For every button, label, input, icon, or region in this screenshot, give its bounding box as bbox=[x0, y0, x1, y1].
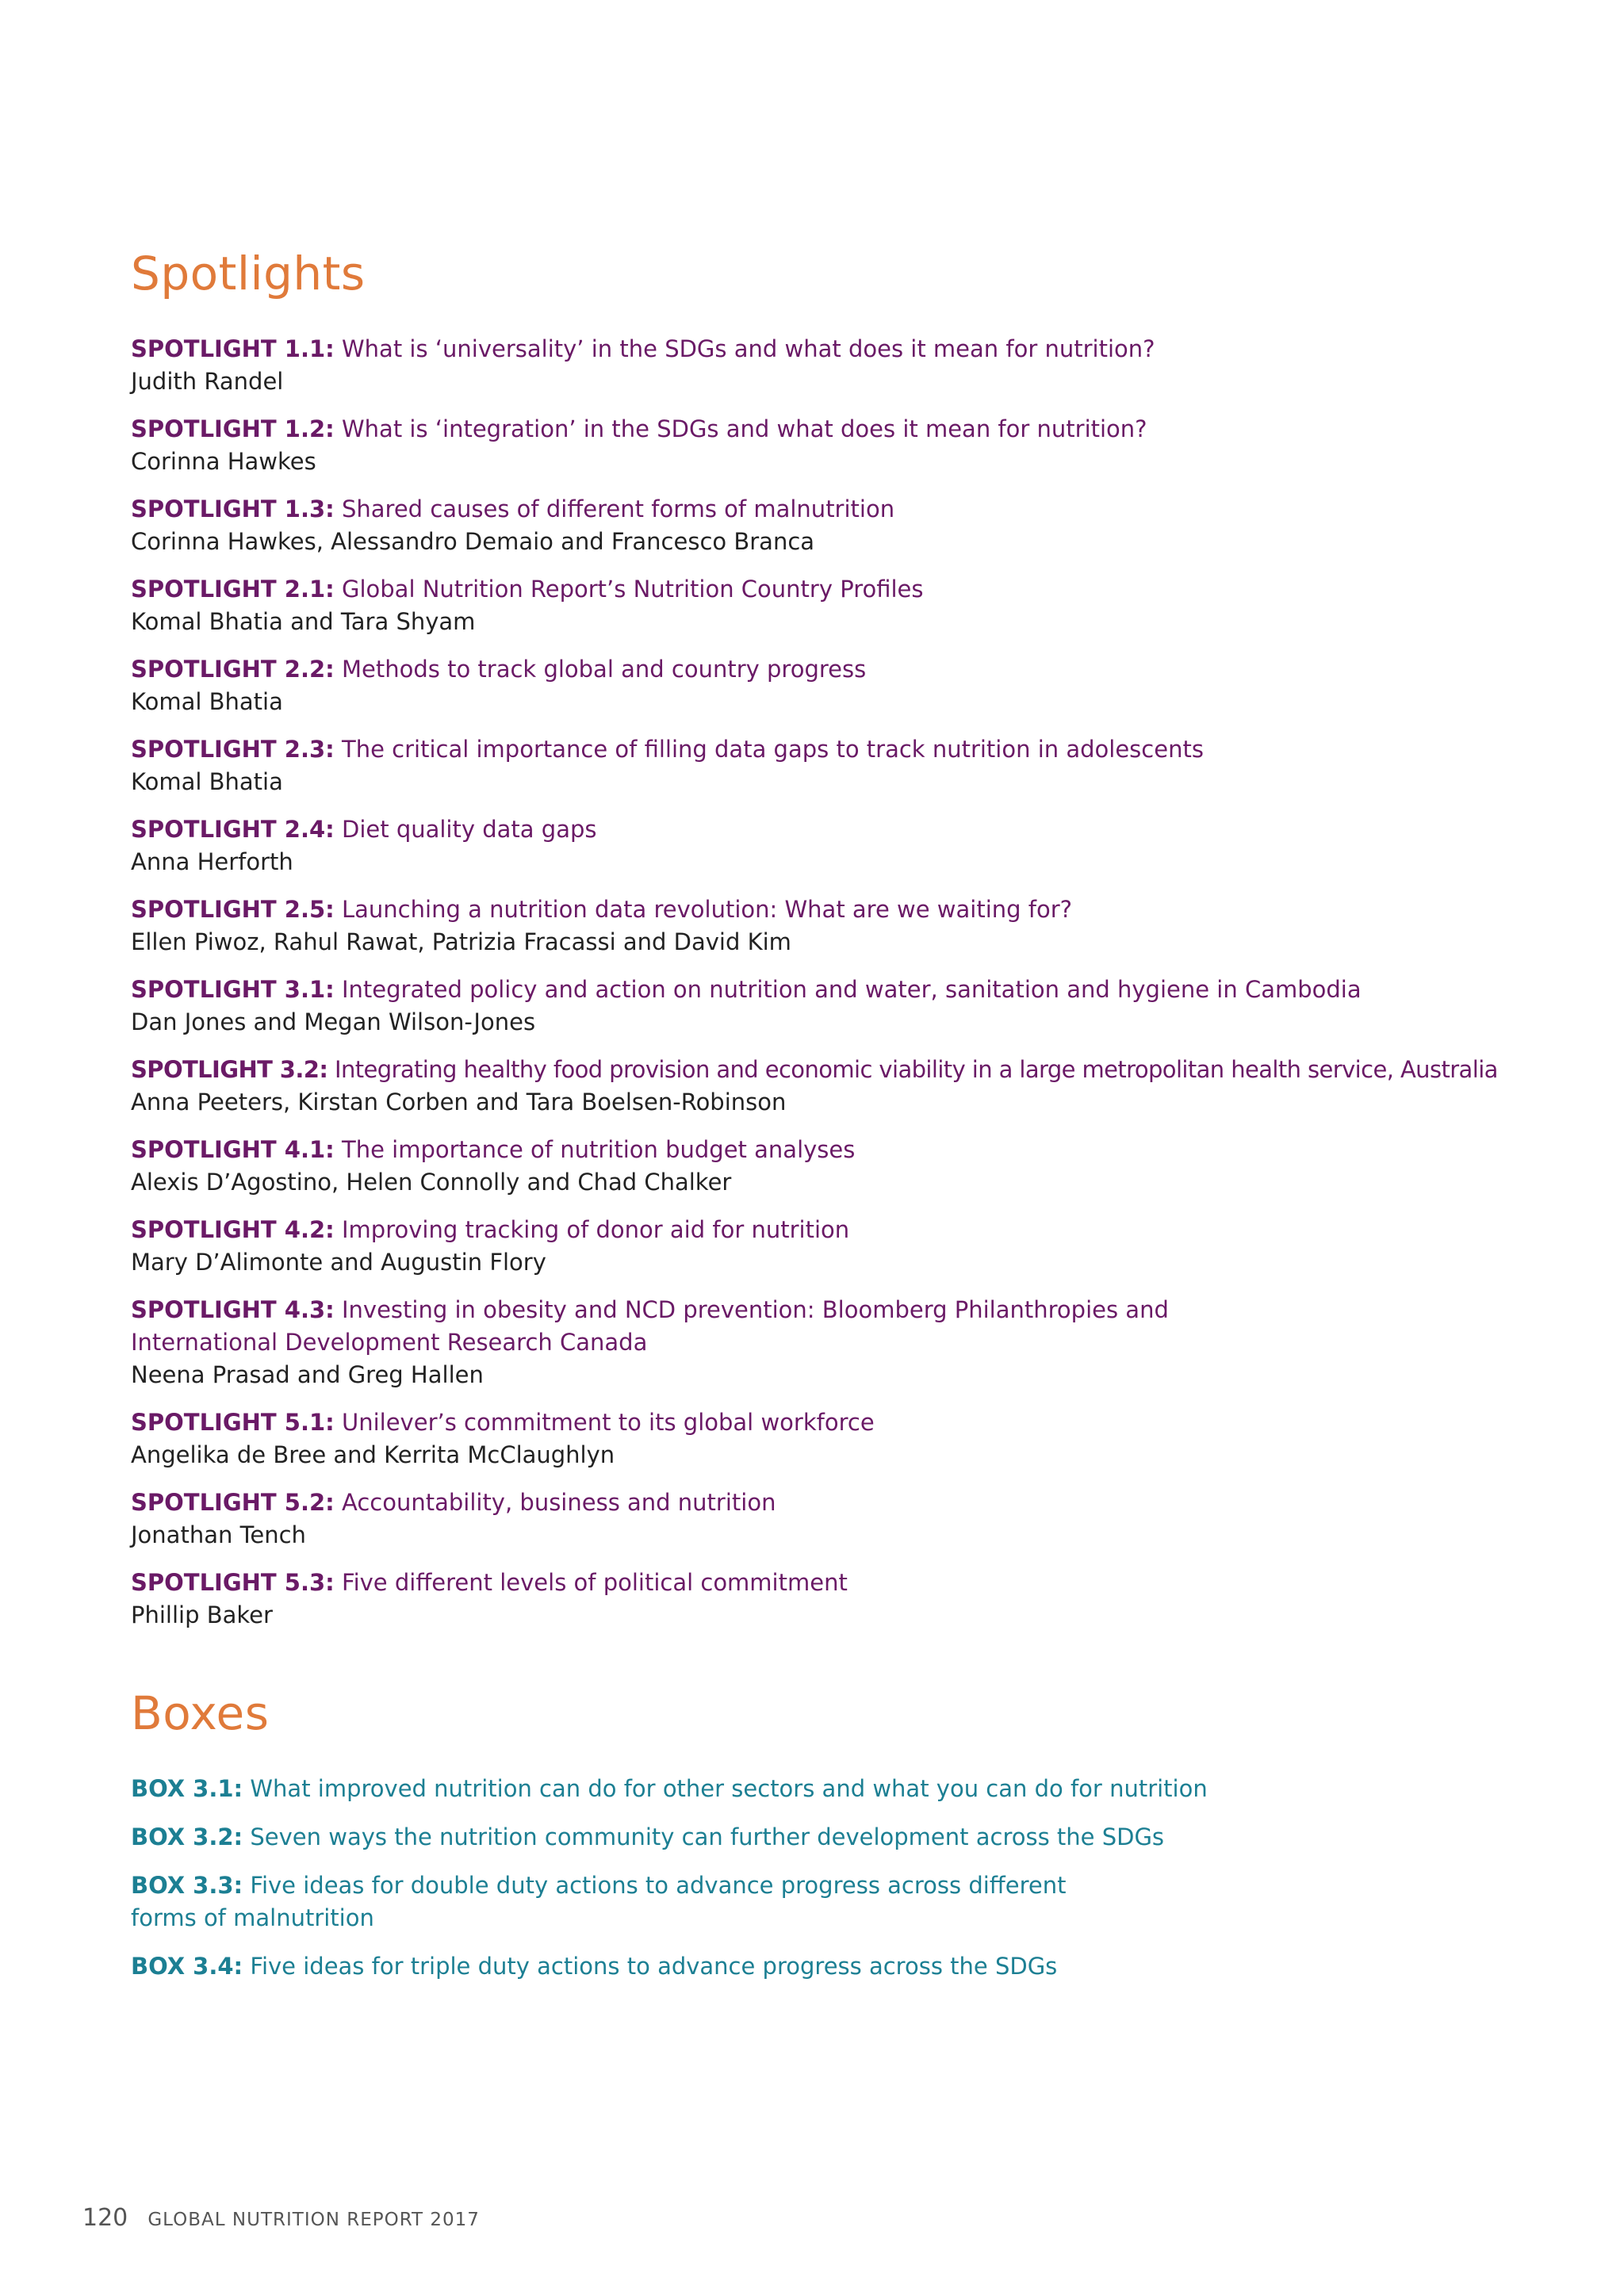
spotlight-authors: Corinna Hawkes, Alessandro Demaio and Francesco Branca bbox=[131, 528, 815, 555]
spotlight-label: SPOTLIGHT 2.2: bbox=[131, 656, 335, 683]
spotlight-label: SPOTLIGHT 4.2: bbox=[131, 1216, 335, 1243]
spotlight-title: Integrated policy and action on nutrition and water, sanitation and hygiene in Cambodia bbox=[334, 976, 1362, 1003]
spotlight-item[interactable] bbox=[131, 653, 1590, 718]
boxes-heading: Boxes bbox=[131, 1686, 270, 1740]
spotlight-title: Unilever’s commitment to its global workforce bbox=[334, 1409, 875, 1436]
spotlight-title: Diet quality data gaps bbox=[334, 816, 597, 843]
spotlight-label: SPOTLIGHT 3.1: bbox=[131, 976, 335, 1003]
spotlight-title-line bbox=[131, 493, 1590, 526]
spotlight-authors: Alexis D’Agostino, Helen Connolly and Chad Chalker bbox=[131, 1169, 732, 1196]
spotlight-item[interactable] bbox=[131, 413, 1590, 478]
page-footer bbox=[82, 2204, 480, 2232]
spotlight-authors: Dan Jones and Megan Wilson-Jones bbox=[131, 1008, 536, 1035]
spotlight-authors: Anna Peeters, Kirstan Corben and Tara Boelsen-Robinson bbox=[131, 1089, 787, 1115]
spotlight-label: SPOTLIGHT 2.5: bbox=[131, 896, 335, 923]
spotlight-title: Improving tracking of donor aid for nutrition bbox=[334, 1216, 850, 1243]
spotlight-title: Accountability, business and nutrition bbox=[334, 1489, 776, 1516]
contents-page bbox=[131, 246, 1590, 1999]
spotlight-title-line bbox=[131, 573, 1590, 606]
spotlight-authors: Phillip Baker bbox=[131, 1601, 273, 1628]
spotlight-authors: Jonathan Tench bbox=[131, 1521, 306, 1548]
spotlight-authors: Komal Bhatia bbox=[131, 768, 283, 795]
box-item[interactable] bbox=[131, 1869, 1106, 1934]
spotlight-title-line bbox=[131, 653, 1590, 686]
spotlight-title-line bbox=[131, 733, 1590, 766]
spotlight-label: SPOTLIGHT 4.1: bbox=[131, 1136, 335, 1163]
spotlight-item[interactable] bbox=[131, 1134, 1590, 1199]
box-item[interactable] bbox=[131, 1773, 1590, 1805]
spotlight-item[interactable] bbox=[131, 1054, 1590, 1119]
box-title: What improved nutrition can do for other sectors and what you can do for nutrition bbox=[243, 1775, 1208, 1802]
boxes-list bbox=[131, 1773, 1590, 1983]
spotlight-label: SPOTLIGHT 4.3: bbox=[131, 1296, 335, 1323]
spotlight-item[interactable] bbox=[131, 1487, 1590, 1552]
spotlight-authors: Judith Randel bbox=[131, 368, 284, 395]
spotlight-item[interactable] bbox=[131, 813, 1590, 878]
report-title: GLOBAL NUTRITION REPORT 2017 bbox=[147, 2210, 480, 2230]
box-title: Five ideas for double duty actions to advance progress across different forms of malnutrition bbox=[131, 1872, 1067, 1931]
spotlight-label: SPOTLIGHT 5.2: bbox=[131, 1489, 335, 1516]
spotlight-title-line bbox=[131, 1054, 1590, 1086]
spotlight-title-line bbox=[131, 974, 1590, 1006]
spotlight-authors: Mary D’Alimonte and Augustin Flory bbox=[131, 1249, 546, 1276]
spotlight-title-line bbox=[131, 413, 1590, 446]
spotlight-authors: Neena Prasad and Greg Hallen bbox=[131, 1361, 484, 1388]
spotlight-title-line bbox=[131, 1567, 1590, 1599]
spotlight-label: SPOTLIGHT 5.3: bbox=[131, 1569, 335, 1596]
spotlight-authors: Komal Bhatia bbox=[131, 688, 283, 715]
page-number: 120 bbox=[82, 2204, 128, 2232]
spotlight-item[interactable] bbox=[131, 733, 1590, 798]
box-label: BOX 3.1: bbox=[131, 1775, 243, 1802]
spotlight-title-line bbox=[131, 1487, 1590, 1519]
spotlight-label: SPOTLIGHT 5.1: bbox=[131, 1409, 335, 1436]
spotlight-title: Global Nutrition Report’s Nutrition Country Profiles bbox=[334, 576, 924, 603]
box-label: BOX 3.4: bbox=[131, 1953, 243, 1980]
spotlight-item[interactable] bbox=[131, 1567, 1590, 1632]
spotlight-label: SPOTLIGHT 2.4: bbox=[131, 816, 335, 843]
box-label: BOX 3.3: bbox=[131, 1872, 243, 1899]
spotlight-item[interactable] bbox=[131, 573, 1590, 638]
spotlight-title-line bbox=[131, 1406, 1590, 1439]
spotlight-label: SPOTLIGHT 3.2: bbox=[131, 1056, 328, 1083]
spotlight-title-line bbox=[131, 1134, 1590, 1166]
spotlight-title-line bbox=[131, 894, 1590, 926]
box-title: Seven ways the nutrition community can further development across the SDGs bbox=[243, 1823, 1165, 1850]
spotlight-title: What is ‘integration’ in the SDGs and what does it mean for nutrition? bbox=[334, 415, 1147, 442]
spotlight-title: The importance of nutrition budget analyses bbox=[334, 1136, 856, 1163]
spotlight-authors: Angelika de Bree and Kerrita McClaughlyn bbox=[131, 1441, 615, 1468]
spotlight-title: Investing in obesity and NCD prevention: Bloomberg Philanthropies and International Development Research Canada bbox=[131, 1296, 1169, 1356]
spotlight-label: SPOTLIGHT 2.1: bbox=[131, 576, 335, 603]
spotlight-authors: Ellen Piwoz, Rahul Rawat, Patrizia Fracassi and David Kim bbox=[131, 928, 791, 955]
spotlight-label: SPOTLIGHT 1.3: bbox=[131, 496, 335, 522]
spotlight-title: Methods to track global and country progress bbox=[334, 656, 867, 683]
spotlight-label: SPOTLIGHT 1.2: bbox=[131, 415, 335, 442]
spotlight-label: SPOTLIGHT 2.3: bbox=[131, 736, 335, 763]
spotlight-title-line bbox=[131, 333, 1590, 365]
spotlight-item[interactable] bbox=[131, 1214, 1590, 1279]
spotlight-title: Shared causes of different forms of malnutrition bbox=[334, 496, 895, 522]
box-label: BOX 3.2: bbox=[131, 1823, 243, 1850]
spotlight-title: Five different levels of political commitment bbox=[334, 1569, 848, 1596]
spotlight-authors: Corinna Hawkes bbox=[131, 448, 316, 475]
spotlight-title: The critical importance of filling data gaps to track nutrition in adolescents bbox=[334, 736, 1204, 763]
spotlight-authors: Komal Bhatia and Tara Shyam bbox=[131, 608, 476, 635]
spotlight-item[interactable] bbox=[131, 493, 1590, 558]
spotlight-label: SPOTLIGHT 1.1: bbox=[131, 335, 335, 362]
spotlight-item[interactable] bbox=[131, 974, 1590, 1039]
box-title: Five ideas for triple duty actions to advance progress across the SDGs bbox=[243, 1953, 1058, 1980]
spotlight-item[interactable] bbox=[131, 1406, 1590, 1471]
spotlight-title-line bbox=[131, 1214, 1590, 1246]
spotlight-title: Launching a nutrition data revolution: What are we waiting for? bbox=[334, 896, 1073, 923]
spotlight-title: What is ‘universality’ in the SDGs and what does it mean for nutrition? bbox=[334, 335, 1155, 362]
spotlight-title-line bbox=[131, 1294, 1265, 1359]
box-item[interactable] bbox=[131, 1950, 1590, 1983]
spotlight-title-line bbox=[131, 813, 1590, 846]
spotlight-item[interactable] bbox=[131, 1294, 1590, 1391]
spotlight-title: Integrating healthy food provision and economic viability in a large metropolitan health service, Australia bbox=[327, 1056, 1498, 1083]
spotlights-list bbox=[131, 333, 1590, 1632]
spotlight-authors: Anna Herforth bbox=[131, 848, 293, 875]
spotlight-item[interactable] bbox=[131, 894, 1590, 959]
spotlights-heading: Spotlights bbox=[131, 247, 366, 300]
box-item[interactable] bbox=[131, 1821, 1590, 1854]
spotlight-item[interactable] bbox=[131, 333, 1590, 398]
